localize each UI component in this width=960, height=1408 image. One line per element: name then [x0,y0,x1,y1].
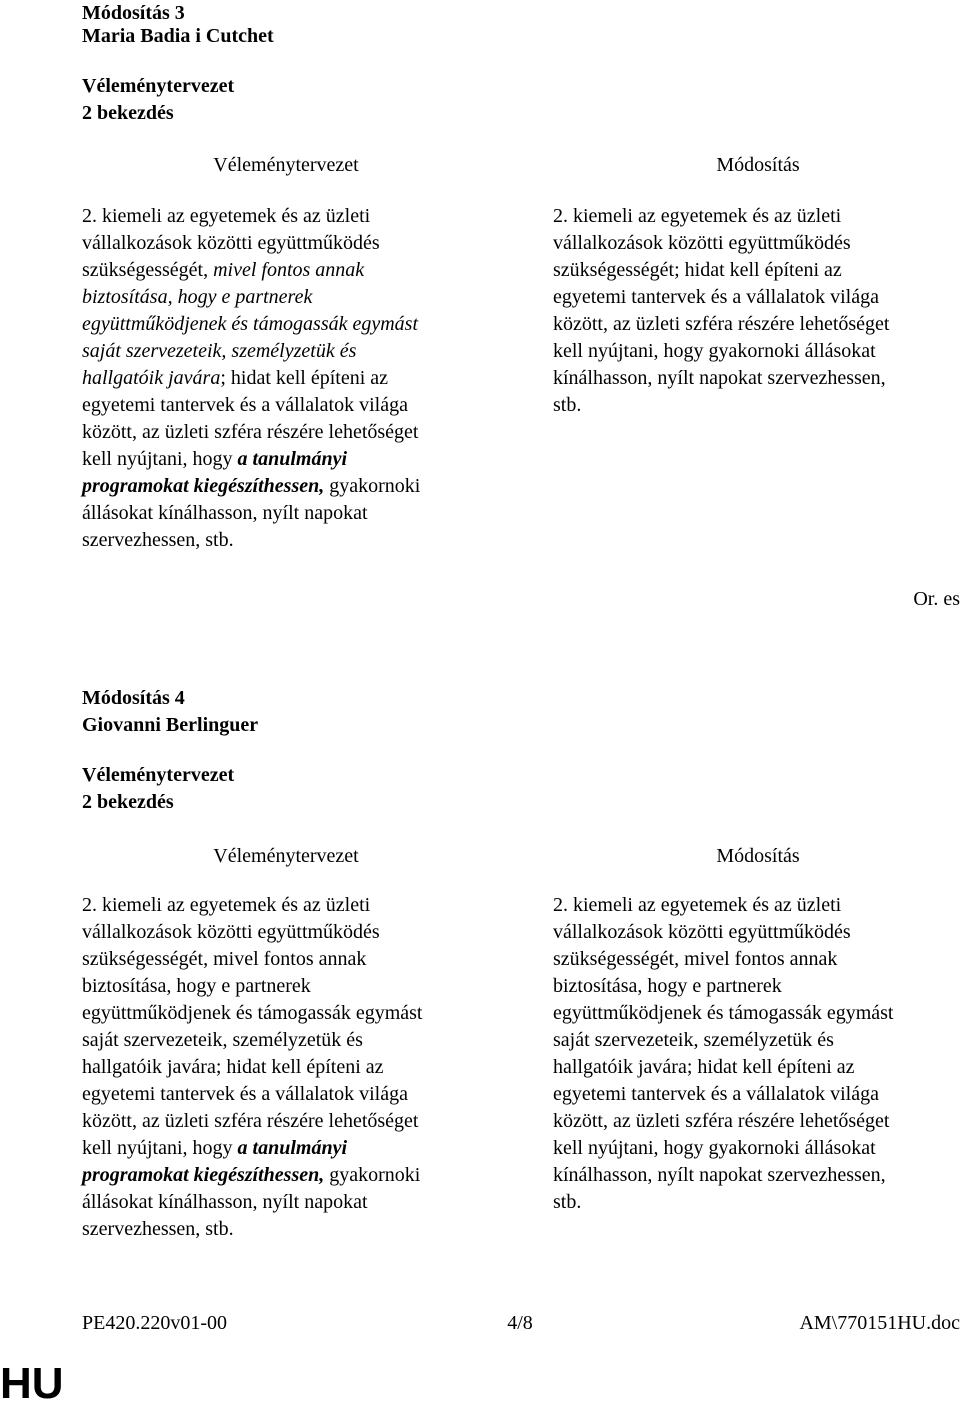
text-line [82,419,512,446]
emphasized-text: programokat kiegészíthessen, [82,1164,325,1186]
amended-text [553,892,960,1216]
text-line [553,1189,960,1216]
text-segment: stb. [553,394,582,416]
text-line [553,311,960,338]
amendment-author: Maria Badia i Cutchet [82,25,274,47]
text-segment: hallgatóik javára; hidat kell építeni az [553,1056,855,1078]
text-line [82,973,512,1000]
text-segment: vállalkozások közötti együttműködés [82,921,380,943]
amendment-author: Giovanni Berlinguer [82,714,259,736]
text-line [82,338,512,365]
file-name: AM\770151HU.doc [799,1312,960,1334]
emphasized-text: biztosítása, hogy e partnerek [82,286,313,308]
text-line [82,257,512,284]
text-line [553,946,960,973]
text-segment: biztosítása, hogy e partnerek [553,975,782,997]
text-line [82,892,512,919]
text-segment: kell nyújtani, hogy [82,448,238,470]
emphasized-text: a tanulmányi [237,448,348,470]
emphasized-text: programokat kiegészíthessen, [82,475,325,497]
text-segment: szükségességét, mivel fontos annak [553,948,838,970]
text-line [82,473,512,500]
emphasized-text: saját szervezeteik, személyzetük és [82,340,357,362]
text-line [553,892,960,919]
text-line [82,919,512,946]
text-segment: szervezhessen, stb. [82,1218,234,1240]
text-line [553,1162,960,1189]
left-column-header: Véleménytervezet [213,845,359,867]
text-segment: szükségességét, [82,259,214,281]
text-line [553,230,960,257]
emphasized-text: mivel fontos annak [213,259,365,281]
text-segment: együttműködjenek és támogassák egymást [82,1002,423,1024]
original-text [82,203,512,554]
text-segment: szükségességét, mivel fontos annak [82,948,367,970]
text-segment: állásokat kínálhasson, nyílt napokat [82,502,368,524]
text-segment: egyetemi tantervek és a vállalatok világa [82,1083,408,1105]
text-line [82,1027,512,1054]
text-line [553,1108,960,1135]
text-line [82,1189,512,1216]
emphasized-text: együttműködjenek és támogassák egymást [82,313,419,335]
text-line [553,203,960,230]
text-segment: saját szervezeteik, személyzetük és [553,1029,834,1051]
left-column-header: Véleménytervezet [213,154,359,176]
original-text [82,892,512,1243]
text-segment: között, az üzleti szféra részére lehetőséget [553,313,890,335]
text-segment: egyetemi tantervek és a vállalatok világa [553,1083,879,1105]
text-line [82,446,512,473]
text-segment: között, az üzleti szféra részére lehetőséget [553,1110,890,1132]
text-line [553,1081,960,1108]
text-segment: között, az üzleti szféra részére lehetőséget [82,1110,419,1132]
text-segment: 2. kiemeli az egyetemek és az üzleti [553,205,842,227]
text-line [553,1000,960,1027]
text-line [553,257,960,284]
text-segment: saját szervezeteik, személyzetük és [82,1029,363,1051]
text-segment: gyakornoki [324,475,421,497]
text-segment: között, az üzleti szféra részére lehetőséget [82,421,419,443]
document-label: Véleménytervezet [82,764,235,786]
text-segment: szükségességét; hidat kell építeni az [553,259,842,281]
text-line [82,1135,512,1162]
text-line [82,392,512,419]
text-line [553,338,960,365]
text-segment: együttműködjenek és támogassák egymást [553,1002,894,1024]
document-reference: PE420.220v01-00 [82,1312,227,1334]
text-line [82,203,512,230]
text-segment: 2. kiemeli az egyetemek és az üzleti [82,894,371,916]
emphasized-text: a tanulmányi [237,1137,348,1159]
text-line [553,919,960,946]
text-segment: kínálhasson, nyílt napokat szervezhessen, [553,367,886,389]
text-segment: hallgatóik javára; hidat kell építeni az [82,1056,384,1078]
text-line [82,1081,512,1108]
text-segment: vállalkozások közötti együttműködés [553,921,851,943]
amendment-heading: Módosítás 3 [82,2,185,24]
text-line [82,1162,512,1189]
emphasized-text: hallgatóik javára [82,367,221,389]
text-segment: kell nyújtani, hogy gyakornoki állásokat [553,340,876,362]
text-line [82,311,512,338]
text-line [82,284,512,311]
text-segment: gyakornoki [324,1164,421,1186]
text-line [553,392,960,419]
text-line [553,1027,960,1054]
paragraph-label: 2 bekezdés [82,102,174,124]
text-line [553,973,960,1000]
text-line [553,1054,960,1081]
text-line [82,1216,512,1243]
text-segment: ; hidat kell építeni az [220,367,389,389]
text-segment: kell nyújtani, hogy gyakornoki állásokat [553,1137,876,1159]
text-line [82,946,512,973]
text-segment: 2. kiemeli az egyetemek és az üzleti [82,205,371,227]
text-segment: szervezhessen, stb. [82,529,234,551]
text-line [553,365,960,392]
text-segment: kínálhasson, nyílt napokat szervezhessen, [553,1164,886,1186]
text-segment: vállalkozások közötti együttműködés [82,232,380,254]
right-column-header: Módosítás [716,845,800,867]
text-line [82,1054,512,1081]
text-line [82,527,512,554]
text-segment: 2. kiemeli az egyetemek és az üzleti [553,894,842,916]
document-label: Véleménytervezet [82,75,235,97]
paragraph-label: 2 bekezdés [82,791,174,813]
text-segment: egyetemi tantervek és a vállalatok világa [553,286,879,308]
text-segment: vállalkozások közötti együttműködés [553,232,851,254]
language-note: Or. es [913,588,960,610]
text-segment: biztosítása, hogy e partnerek [82,975,311,997]
text-line [82,230,512,257]
text-line [553,1135,960,1162]
text-line [82,365,512,392]
text-line [553,284,960,311]
text-line [82,1108,512,1135]
language-code: HU [0,1359,64,1408]
page-number: 4/8 [507,1312,533,1334]
text-segment: stb. [553,1191,582,1213]
text-line [82,500,512,527]
right-column-header: Módosítás [716,154,800,176]
text-segment: egyetemi tantervek és a vállalatok világa [82,394,408,416]
text-segment: kell nyújtani, hogy [82,1137,238,1159]
amended-text [553,203,960,419]
amendment-heading: Módosítás 4 [82,687,185,709]
text-segment: állásokat kínálhasson, nyílt napokat [82,1191,368,1213]
text-line [82,1000,512,1027]
